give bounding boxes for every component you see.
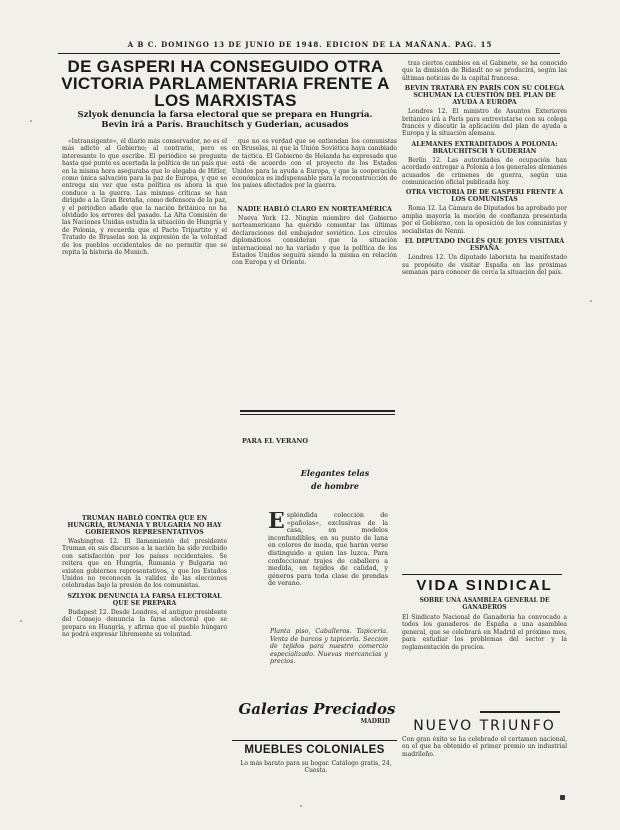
center-rule-2 [240,414,395,415]
summer-section-label: PARA EL VERANO [242,438,308,445]
truman-heading: TRUMAN HABLÓ CONTRA QUE EN HUNGRÍA, RUMANIA Y BULGARIA NO HAY GOBIERNOS REPRESENTATIVOS [67,515,222,536]
furniture-text: Lo más barato para su hogar. Catálogo gratis, 24, Cuesta. [240,760,392,775]
column-center [232,138,397,200]
ad-body-text: spléndida colección de «pañolas», exclusivas de la casa, en modelos inconfundibles, en su punto de lana en colores de moda, que harán verse distinguido a quien las luzca. Para confeccionar trajes de caballero a medida, en tejidos de calidad, y géneros para toda clase de prendas de verano. [268,512,388,588]
vida-sindical-body: El Sindicato Nacional de Ganadería ha convocado a todos los ganaderos de España a una asamblea general, que se celebrará en Madrid el próximo mes, para estudiar los problemas del sector y la reglamentación de precios. [402,614,567,651]
center-news-heading: NADIE HABLÓ CLARO EN NORTEAMÉRICA [237,206,392,213]
column-right [402,60,567,575]
szlyok-body: Budapest 12. Desde Londres, el antiguo presidente del Consejo denuncia la farsa electoral que se prepara en Hungría, y afirma que el pueblo húngaro no podrá expresar libremente su voluntad. [62,608,227,639]
bevin-heading: BEVIN TRATARÁ EN PARÍS CON SU COLEGA SCHUMAN LA CUESTIÓN DEL PLAN DE AYUDA A EUROPA [404,85,565,107]
deputy-body: Londres 12. Un diputado laborista ha manifestado su propósito de visitar España en las próximas semanas para conocer de cerca la situación del país. [402,254,567,276]
ad-dropcap: E [268,512,285,534]
noise-fleck [30,120,32,122]
ad-body-box [268,512,388,622]
extradition-heading: ALEMANES EXTRADITADOS A POLONIA: BRAUCHITSCH Y GUDERIAN [411,140,558,155]
deputy-heading: EL DIPUTADO INGLÉS QUE JOYES VISITARÁ ESPAÑA [404,238,565,253]
extradition-body: Berlín 12. Las autoridades de ocupación han acordado entregar a Polonia a los generales alemanes acusados de crímenes de guerra, según una comunicación oficial publicada hoy. [402,156,567,187]
nuevo-rule [480,711,560,713]
ad-title-line-1: Elegantes telas [300,468,370,478]
szlyok-heading: SZLYOK DENUNCIA LA FARSA ELECTORAL QUE SE PREPARA [67,592,222,607]
furniture-title: MUEBLES COLONIALES [244,744,385,756]
column-left-lower [62,512,227,812]
store-name: Galerias Preciados [238,700,396,718]
bevin-body: Londres 12. El ministro de Asuntos Exteriores británico irá a París para entrevistarse con su colega francés y discutir la aplicación del plan de ayuda a Europa y la situación alemana. [402,108,567,138]
ad-italic-box [270,628,388,683]
ad-italic-text: Planta piso, Caballeros. Tapicería. Venta de barcos y tapicería. Sección de tejidos para nuestro comercio especializado. Nuevas mercancías y precios. [270,628,388,666]
header-rule [58,53,560,54]
furniture-top-rule [232,740,397,741]
noise-fleck [590,300,592,302]
truman-body: Washington 12. El llamamiento del presidente Truman en sus discursos a la nación ha sido recibido con satisfacción por los países occidentales. Se reitera que en Hungría, Rumania y Bulgaria no existen gobiernos representativos, y que los Estados Unidos no reconocen la validez de las elecciones celebradas bajo la presión de los comunistas. [62,538,227,590]
article-body-center: que no es verdad que se entiendan los comunistas en Bruselas, ni que la Unión Soviética haya cambiado de táctica. El Gobierno de Holanda ha expresado que está de acuerdo con el proyecto de los Estados Unidos para la ayuda a Europa, y que la cooperación económica es indispensable para la reconstrucción de los países afectados por la guerra. [232,138,397,190]
ad-title-line-2: de hombre [311,481,359,491]
center-news-body: Nueva York 12. Ningún miembro del Gobierno norteamericano ha querido comentar las últimas declaraciones del embajador soviético. Los círculos diplomáticos consideran que la situación internacional no ha variado y que la política de los Estados Unidos seguirá siendo la misma en relación con Europa y el Oriente. [232,215,397,267]
article-body-left: «Intransigente», el diario más conservador, no es el más adicto al Gobierno; al contrario, pero es interesante lo que escribe. El periódico se pregunta hasta qué punto es acertada la política de un país que en la misma hora aseguraba que lo alegaba de Hitler, como única salvación para la paz de Europa, y que se entrega sin ver que esta política es ahora la que conduce a la guerra. Las mismas críticas se han dirigido a la Gran Bretaña, como defensora de la paz, y el periódico añade que la nación británica no ha olvidado los errores del pasado. La Alta Comisión de las Naciones Unidas estudia la situación de Hungría y de Polonia, y recuerda que el Pacto Tripartito y el Tratado de Bruselas son la expresión de la voluntad de los pueblos occidentales de no permitir que se repita la historia de Munich. [62,138,227,257]
store-city: MADRID [360,718,390,725]
main-headline: DE GASPERI HA CONSEGUIDO OTRA VICTORIA PARLAMENTARIA FRENTE A LOS MARXISTAS [61,57,390,110]
noise-fleck [560,795,565,800]
degasperi-heading: OTRA VICTORIA DE DE GASPERI FRENTE A LOS COMUNISTAS [405,189,564,204]
column-center-news [232,203,397,393]
column-left [62,138,227,510]
nuevo-triunfo-title: NUEVO TRIUNFO [413,718,556,734]
vida-sindical-sub: SOBRE UNA ASAMBLEA GENERAL DE GANADEROS [419,597,550,612]
noise-fleck [300,805,302,807]
nuevo-triunfo-body: Con gran éxito se ha celebrado el certamen nacional, en el que ha obtenido el primer premio un industrial madrileño. [402,736,567,758]
vida-sindical-title: VIDA SINDICAL [416,577,553,594]
right-top-text: tras ciertos cambios en el Gabinete, se ha conocido que la dimisión de Bidault no se producirá, según las últimas noticias de la capital francesa. [402,60,567,82]
noise-fleck [20,620,22,622]
degasperi-body: Roma 12. La Cámara de Diputados ha aprobado por amplia mayoría la moción de confianza presentada por el Gobierno, con la oposición de los comunistas y socialistas de Nenni. [402,205,567,235]
center-rule-1 [240,410,395,412]
page-header-line: A B C. DOMINGO 13 DE JUNIO DE 1948. EDICION DE LA MAÑANA. PAG. 15 [127,40,493,49]
main-subheadline: Szlyok denuncia la farsa electoral que se prepara en Hungría. Bevin irá a París. Brauchitsch y Guderian, acusados [77,110,373,130]
vida-rule [402,574,562,575]
